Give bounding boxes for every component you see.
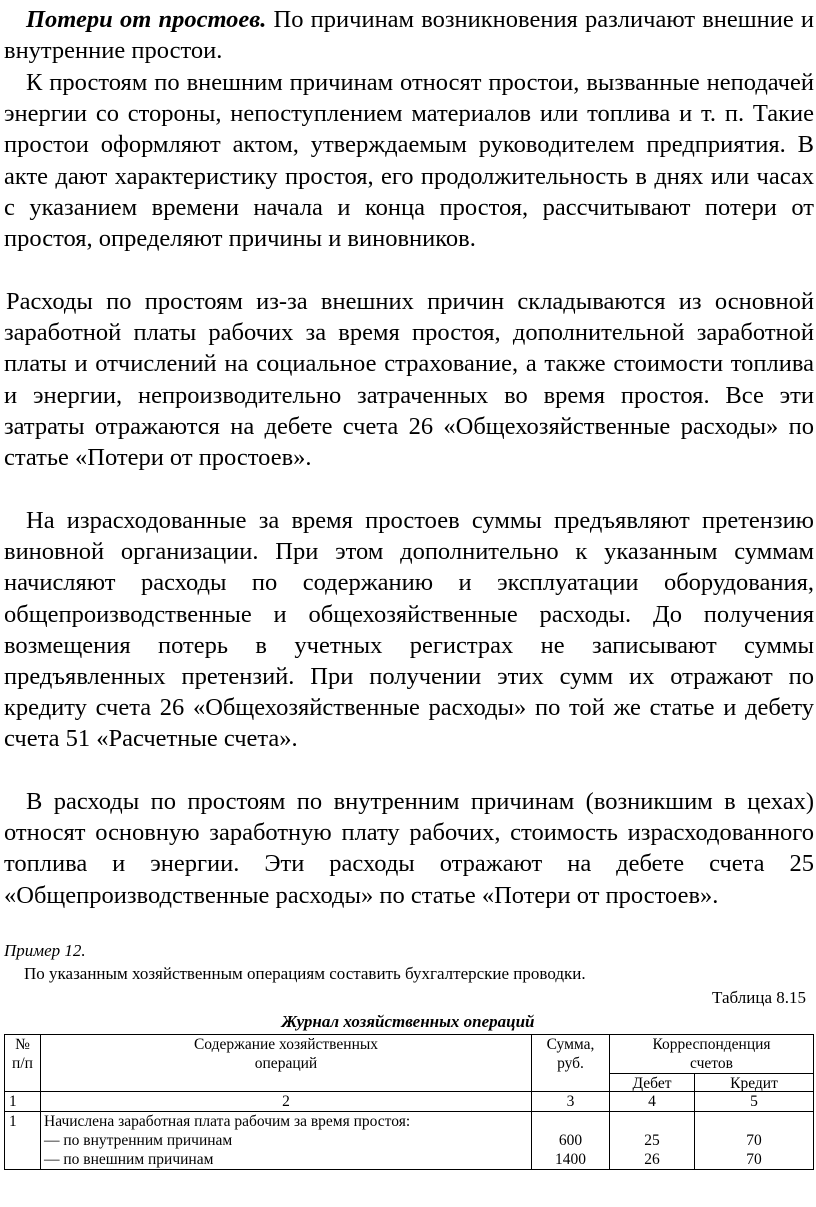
paragraph-text: По причинам возникновения различают внешние и внутренние простои.	[4, 6, 814, 65]
paragraph-downtime-losses	[4, 4, 814, 66]
paragraph-lead-title: Потери от простоев.	[26, 6, 267, 33]
table-index-row	[5, 1092, 814, 1112]
index-cell: 3	[532, 1092, 610, 1112]
index-cell: 2	[41, 1092, 532, 1112]
row-credit: 70 70	[695, 1112, 814, 1170]
journal-table	[4, 1034, 814, 1170]
row-sum: 600 1400	[532, 1112, 610, 1170]
row-debit: 25 26	[610, 1112, 695, 1170]
index-cell: 4	[610, 1092, 695, 1112]
row-number: 1	[5, 1112, 41, 1170]
example-task: По указанным хозяйственным операциям составить бухгалтерские проводки.	[24, 964, 586, 983]
table-number: Таблица 8.15	[712, 988, 806, 1007]
index-cell: 1	[5, 1092, 41, 1112]
table-header-row	[5, 1035, 814, 1074]
header-credit: Кредит	[695, 1074, 814, 1092]
example-label: Пример 12.	[4, 941, 86, 960]
table-row	[5, 1112, 814, 1170]
index-cell: 5	[695, 1092, 814, 1112]
paragraph-external-downtime: К простоям по внешним причинам относят простои, вызванные неподачей энергии со стороны, непоступлением материалов или топлива и т. п. Такие простои оформляют актом, утверждаемым руководителем предприятия. В акте дают характеристику простоя, его продолжительность в днях или часах с указанием времени начала и конца простоя, рассчитывают потери от простоя, определяют причины и виновников.	[4, 69, 814, 253]
header-debit: Дебет	[610, 1074, 695, 1092]
header-number: № п/п	[5, 1035, 41, 1092]
header-correspondence: Корреспонденция счетов	[610, 1035, 814, 1074]
paragraph-claims: На израсходованные за время простоев суммы предъявляют претензию виновной организации. При этом дополнительно к указанным суммам начисляют расходы по содержанию и эксплуатации оборудования, общепроизводственные и общехозяйственные расходы. До получения возмещения потерь в учетных регистрах не записывают суммы предъявленных претензий. При получении этих сумм их отражают по кредиту счета 26 «Общехозяйственные расходы» по той же статье и дебету счета 51 «Расчетные счета».	[4, 507, 814, 753]
header-content: Содержание хозяйственных операций	[41, 1035, 532, 1092]
paragraph-internal-downtime: В расходы по простоям по внутренним причинам (возникшим в цехах) относят основную заработную плату рабочих, стоимость израсходованного топлива и энергии. Эти расходы отражают на дебете счета 25 «Общепроизводственные расходы» по статье «Потери от простоев».	[4, 788, 814, 909]
header-sum: Сумма, руб.	[532, 1035, 610, 1092]
paragraph-external-costs: Расходы по простоям из-за внешних причин складываются из основной заработной платы рабочих за время простоя, дополнительной заработной платы и отчислений на социальное страхование, а также стоимости топлива и энергии, непроизводительно затраченных во время простоя. Все эти затраты отражаются на дебете счета 26 «Общехозяйственные расходы» по статье «Потери от простоев».	[4, 288, 814, 472]
table-title: Журнал хозяйственных операций	[281, 1012, 535, 1031]
row-description: Начислена заработная плата рабочим за время простоя: — по внутренним причинам — по внешним причинам	[41, 1112, 532, 1170]
